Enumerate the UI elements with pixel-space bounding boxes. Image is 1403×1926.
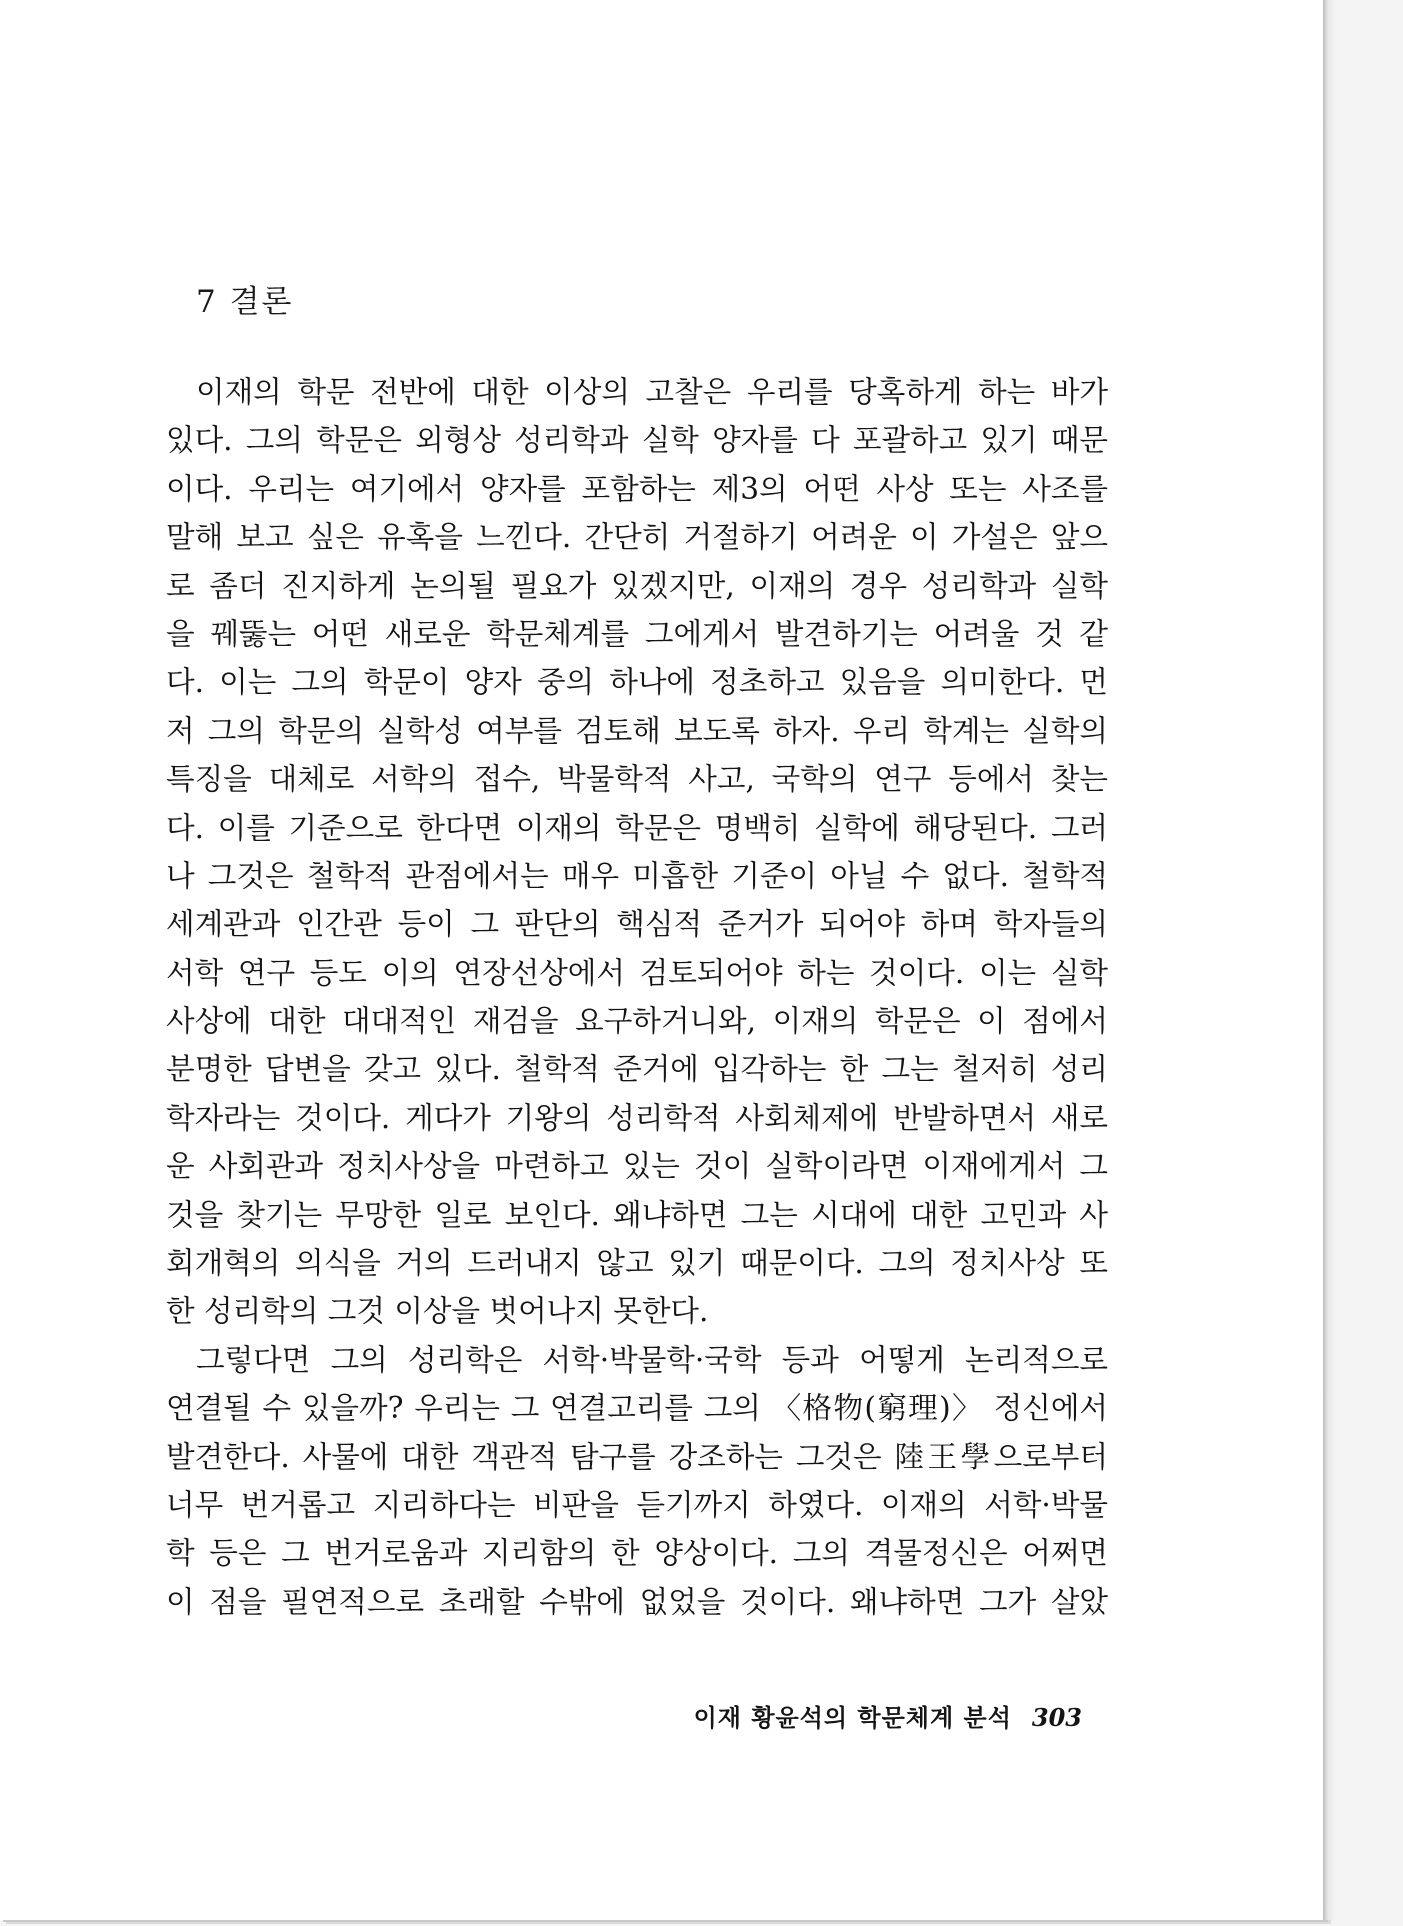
- page-number: 303: [1031, 1703, 1082, 1732]
- text-line: 것을 찾기는 무망한 일로 보인다. 왜냐하면 그는 시대에 대한 고민과 사: [166, 1197, 1108, 1232]
- text-line: 학자라는 것이다. 게다가 기왕의 성리학적 사회체제에 반발하면서 새로: [166, 1100, 1108, 1135]
- text-line: 이재의 학문 전반에 대한 이상의 고찰은 우리를 당혹하게 하는 바가: [196, 375, 1108, 409]
- text-line: 이 점을 필연적으로 초래할 수밖에 없었을 것이다. 왜냐하면 그가 살았: [166, 1584, 1108, 1619]
- text-line: 저 그의 학문의 실학성 여부를 검토해 보도록 하자. 우리 학계는 실학의: [166, 713, 1108, 748]
- text-line: 사상에 대한 대대적인 재검을 요구하거니와, 이재의 학문은 이 점에서: [166, 1004, 1108, 1039]
- page-edge-shadow: [1323, 0, 1335, 1920]
- text-line: 학 등은 그 번거로움과 지리함의 한 양상이다. 그의 격물정신은 어쩌면: [166, 1536, 1108, 1571]
- text-line: 발견한다. 사물에 대한 객관적 탐구를 강조하는 그것은 陸王學으로부터: [166, 1439, 1108, 1474]
- text-line: 너무 번거롭고 지리하다는 비판을 듣기까지 하였다. 이재의 서학·박물: [166, 1487, 1108, 1522]
- text-line: 특징을 대체로 서학의 접수, 박물학적 사고, 국학의 연구 등에서 찾는: [166, 762, 1108, 797]
- text-line: 나 그것은 철학적 관점에서는 매우 미흡한 기준이 아닐 수 없다. 철학적: [166, 858, 1108, 893]
- text-line: 세계관과 인간관 등이 그 판단의 핵심적 준거가 되어야 하며 학자들의: [166, 907, 1108, 942]
- paragraph-1: [166, 368, 1108, 1336]
- text-line: 로 좀더 진지하게 논의될 필요가 있겠지만, 이재의 경우 성리학과 실학: [166, 568, 1108, 603]
- paragraph-2: [166, 1336, 1108, 1626]
- text-line: 분명한 답변을 갖고 있다. 철학적 준거에 입각하는 한 그는 철저히 성리: [166, 1052, 1108, 1087]
- text-line: 그렇다면 그의 성리학은 서학·박물학·국학 등과 어떻게 논리적으로: [196, 1342, 1108, 1377]
- text-line: 연결될 수 있을까? 우리는 그 연결고리를 그의 〈格物(窮理)〉 정신에서: [166, 1391, 1108, 1426]
- text-line: 운 사회관과 정치사상을 마련하고 있는 것이 실학이라면 이재에게서 그: [166, 1149, 1108, 1184]
- text-line: 서학 연구 등도 이의 연장선상에서 검토되어야 하는 것이다. 이는 실학: [166, 955, 1108, 990]
- text-line: 다. 이를 기준으로 한다면 이재의 학문은 명백히 실학에 해당된다. 그러: [166, 810, 1108, 845]
- text-line: 말해 보고 싶은 유혹을 느낀다. 간단히 거절하기 어려운 이 가설은 앞으: [166, 520, 1108, 555]
- text-line: 이다. 우리는 여기에서 양자를 포함하는 제3의 어떤 사상 또는 사조를: [166, 471, 1108, 506]
- text-line: 있다. 그의 학문은 외형상 성리학과 실학 양자를 다 포괄하고 있기 때문: [166, 423, 1108, 458]
- body-text: [166, 368, 1108, 1626]
- text-line: 회개혁의 의식을 거의 드러내지 않고 있기 때문이다. 그의 정치사상 또: [166, 1246, 1108, 1281]
- page-footer: [692, 1698, 1082, 1733]
- section-heading: 7 결론: [196, 284, 294, 320]
- text-line: 을 꿰뚫는 어떤 새로운 학문체계를 그에게서 발견하기는 어려울 것 같: [166, 616, 1108, 651]
- text-line: 한 성리학의 그것 이상을 벗어나지 못한다.: [166, 1294, 709, 1329]
- running-title: 이재 황윤석의 학문체계 분석: [693, 1704, 1012, 1732]
- text-line: 다. 이는 그의 학문이 양자 중의 하나에 정초하고 있음을 의미한다. 먼: [166, 665, 1108, 700]
